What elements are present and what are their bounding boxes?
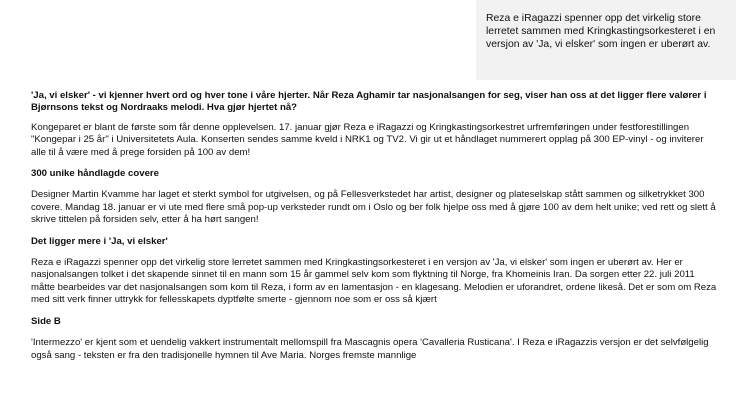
section-heading-side-b: Side B [31, 315, 61, 327]
article-body [31, 90, 721, 371]
section-body-ja-vi-elsker: Reza e iRagazzi spenner opp det virkelig store lerretet sammen med Kringkastingsorkesteret i en versjon av 'Ja, vi elsker' som ingen er uberørt av. Her er nasjonalsangen tolket i det skapende sinnet til en mann som 15 år gammel selv kom som flyktning til Norge, fra Khomeinis Iran. Da sorgen etter 22. juli 2011 måtte bearbeides var det nasjonalsangen som kom til Reza, i form av en lamentasjon - en klagesang. Melodien er uforandret, ordene likeså. Det er som om Reza med sitt verk finner uttrykk for fellesskapets dyptfølte smerte - gjennom noe som er oss så kjært [31, 257, 717, 306]
section-heading-covers: 300 unike håndlagde covere [31, 168, 159, 180]
section-body-covers: Designer Martin Kvamme har laget et sterkt symbol for utgivelsen, og på Fellesverkstedet har artist, designer og plateselskap stått sammen og silketrykket 300 covere. Mandag 18. januar er vi ute med flere små pop-up verksteder rundt om i Oslo og ber folk hjelpe oss med å gjøre 100 av dem helt unike; ved rett og slett å skrive tittelen på forsiden selv, etter å ha hørt sangen! [31, 189, 716, 226]
article-intro: Kongeparet er blant de første som får denne opplevelsen. 17. januar gjør Reza e iRagazzi og Kringkastingsorkestret urfremføringen under festforestillingen "Kongepar i 25 år" i Universitetets Aula. Konserten sendes samme kveld i NRK1 og TV2. Vi gir ut et håndlaget nummerert opplag på 300 EP-vinyl - og inviterer alle til å være med å prege forsiden på 100 av dem! [31, 121, 704, 158]
article-lead: 'Ja, vi elsker' - vi kjenner hvert ord og hver tone i våre hjerter. Når Reza Aghamir tar nasjonalsangen for seg, viser han oss at det ligger flere valører i Bjørnsons tekst og Nordraaks melodi. Hva gjør hjertet nå? [31, 90, 707, 114]
image-caption-box [476, 0, 736, 80]
section-body-side-b: 'Intermezzo' er kjent som et uendelig vakkert instrumentalt mellomspill fra Mascagnis opera 'Cavalleria Rusticana'. I Reza e iRagazzis versjon er det selvfølgelig også sang - teksten er fra den tradisjonelle hymnen til Ave Maria. Norges fremste mannlige [31, 337, 709, 361]
image-caption: Reza e iRagazzi spenner opp det virkelig store lerretet sammen med Kringkastingsorkesteret i en versjon av 'Ja, vi elsker' som ingen er uberørt av. [486, 13, 716, 51]
section-heading-ja-vi-elsker: Det ligger mere i 'Ja, vi elsker' [31, 235, 168, 247]
